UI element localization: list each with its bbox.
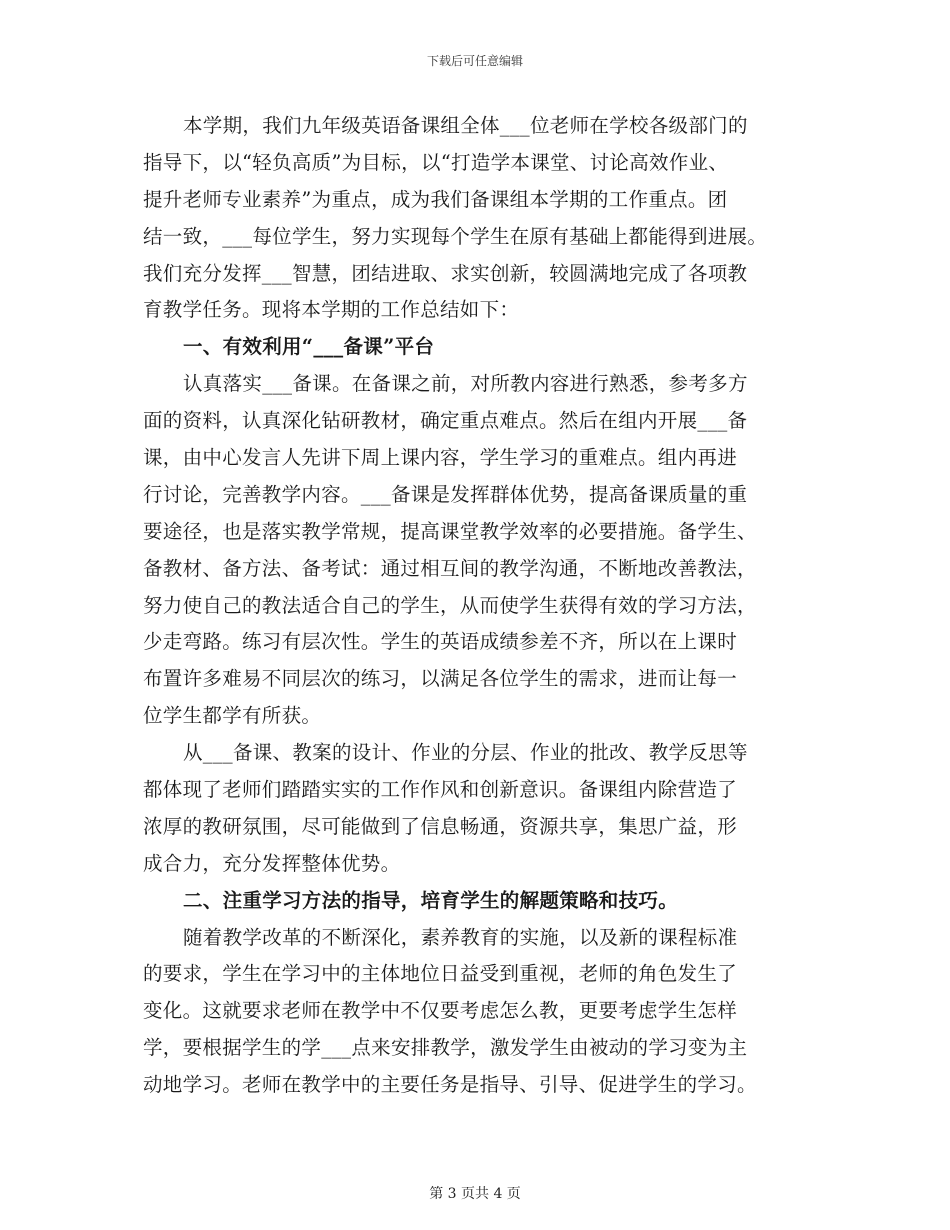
section-heading: 一、有效利用“___备课”平台 <box>183 335 435 359</box>
paragraph-line: 面的资料，认真深化钻研教材，确定重点难点。然后在组内开展___备 <box>143 409 748 433</box>
paragraph-line: 从___备课、教案的设计、作业的分层、作业的批改、教学反思等 <box>183 741 748 765</box>
paragraph-line: 的要求，学生在学习中的主体地位日益受到重视，老师的角色发生了 <box>143 962 738 986</box>
paragraph-line: 成合力，充分发挥整体优势。 <box>143 851 401 875</box>
paragraph-line: 备教材、备方法、备考试：通过相互间的教学沟通，不断地改善教法， <box>143 556 757 580</box>
paragraph-line: 动地学习。老师在教学中的主要任务是指导、引导、促进学生的学习。 <box>143 1073 757 1097</box>
paragraph-line: 都体现了老师们踏踏实实的工作作风和创新意识。备课组内除营造了 <box>143 778 738 802</box>
paragraph-line: 布置许多难易不同层次的练习，以满足各位学生的需求，进而让每一 <box>143 667 738 691</box>
paragraph-line: 学，要根据学生的学___点来安排教学，激发学生由被动的学习变为主 <box>143 1036 748 1060</box>
paragraph-line: 指导下，以“轻负高质”为目标，以“打造学本课堂、讨论高效作业、 <box>143 150 729 174</box>
paragraph-line: 行讨论，完善教学内容。___备课是发挥群体优势，提高备课质量的重 <box>143 482 748 506</box>
paragraph-line: 浓厚的教研氛围，尽可能做到了信息畅通，资源共享，集思广益，形 <box>143 814 738 838</box>
section-heading: 二、注重学习方法的指导，培育学生的解题策略和技巧。 <box>183 888 679 912</box>
paragraph-line: 结一致，___每位学生，努力实现每个学生在原有基础上都能得到进展。 <box>143 224 768 248</box>
paragraph-line: 努力使自己的教法适合自己的学生，从而使学生获得有效的学习方法， <box>143 593 757 617</box>
page-footer: 第 3 页共 4 页 <box>429 1186 521 1202</box>
paragraph-line: 位学生都学有所获。 <box>143 704 322 728</box>
paragraph-line: 课，由中心发言人先讲下周上课内容，学生学习的重难点。组内再进 <box>143 446 738 470</box>
document-body <box>143 108 813 1104</box>
paragraph-line: 我们充分发挥___智慧，团结进取、求实创新，较圆满地完成了各项教 <box>143 261 748 285</box>
paragraph-line: 育教学任务。现将本学期的工作总结如下： <box>143 298 520 322</box>
paragraph-line: 本学期，我们九年级英语备课组全体___位老师在学校各级部门的 <box>183 114 748 137</box>
paragraph-line: 变化。这就要求老师在教学中不仅要考虑怎么教，更要考虑学生怎样 <box>143 999 738 1023</box>
paragraph-line: 认真落实___备课。在备课之前，对所教内容进行熟悉，参考多方 <box>183 372 748 396</box>
paragraph-line: 提升老师专业素养”为重点，成为我们备课组本学期的工作重点。团 <box>143 187 728 211</box>
paragraph-line: 随着教学改革的不断深化，素养教育的实施，以及新的课程标准 <box>183 925 738 949</box>
page-header: 下载后可任意编辑 <box>426 54 523 68</box>
paragraph-line: 少走弯路。练习有层次性。学生的英语成绩参差不齐，所以在上课时 <box>143 630 738 654</box>
paragraph-line: 要途径，也是落实教学常规，提高课堂教学效率的必要措施。备学生、 <box>143 519 757 543</box>
